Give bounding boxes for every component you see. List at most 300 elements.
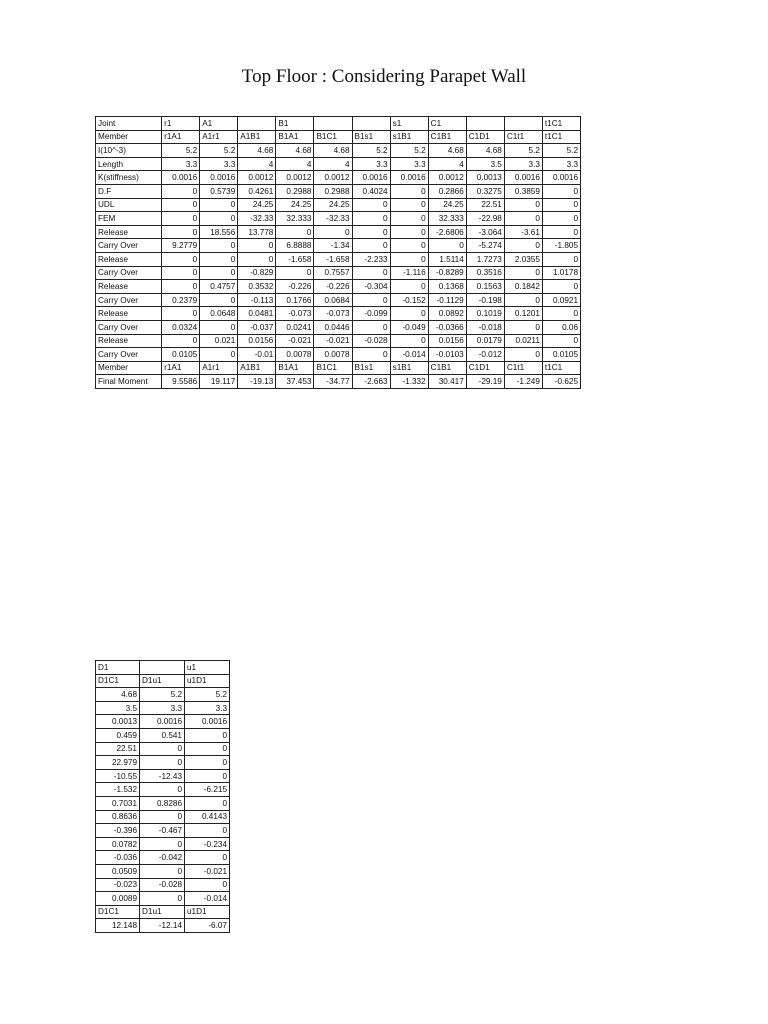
table-cell: -0.021 xyxy=(276,334,314,348)
table-cell: 0.0016 xyxy=(352,171,390,185)
table-cell: 0 xyxy=(140,742,185,756)
table-cell: A1 xyxy=(200,117,238,131)
table-cell: C1 xyxy=(428,117,466,131)
table-row xyxy=(96,266,581,280)
table-cell: 0.7031 xyxy=(96,796,140,810)
table-cell: 5.2 xyxy=(185,688,230,702)
table-cell: 0.0089 xyxy=(96,892,140,906)
table-cell: 3.3 xyxy=(542,157,580,171)
table-cell: -22.98 xyxy=(466,212,504,226)
row-label-cell: Carry Over xyxy=(96,348,162,362)
table-cell: 0.541 xyxy=(140,728,185,742)
table-cell: -0.396 xyxy=(96,824,140,838)
table-cell: 24.25 xyxy=(314,198,352,212)
table-cell: 0.0016 xyxy=(542,171,580,185)
table-cell: 0.4261 xyxy=(238,184,276,198)
table-row xyxy=(96,184,581,198)
table-row xyxy=(96,320,581,334)
table-cell: 0.5739 xyxy=(200,184,238,198)
table-cell: -0.198 xyxy=(466,293,504,307)
table-cell: 0.0648 xyxy=(200,307,238,321)
table-cell: 0 xyxy=(162,307,200,321)
row-label-cell: Release xyxy=(96,252,162,266)
row-label-cell: UDL xyxy=(96,198,162,212)
table-row xyxy=(96,252,581,266)
row-label-cell: K(stiffness) xyxy=(96,171,162,185)
table-row xyxy=(96,796,230,810)
table-cell: 0.3859 xyxy=(504,184,542,198)
table-cell: C1D1 xyxy=(466,130,504,144)
table-cell: -34.77 xyxy=(314,375,352,389)
table-cell: 0.0016 xyxy=(140,715,185,729)
table-cell: 0 xyxy=(200,198,238,212)
table-cell: 0 xyxy=(238,239,276,253)
table-cell: 4 xyxy=(428,157,466,171)
table-row xyxy=(96,348,581,362)
table-cell: -29.19 xyxy=(466,375,504,389)
table-cell: 0 xyxy=(162,212,200,226)
table-cell: 0.1368 xyxy=(428,280,466,294)
table-cell: 0 xyxy=(542,280,580,294)
table-cell: 3.3 xyxy=(162,157,200,171)
table-cell: 3.3 xyxy=(200,157,238,171)
table-cell xyxy=(466,117,504,131)
table-row xyxy=(96,212,581,226)
table-cell: -32.33 xyxy=(314,212,352,226)
table-row xyxy=(96,756,230,770)
table-cell: -10.55 xyxy=(96,769,140,783)
table-cell: 0.4143 xyxy=(185,810,230,824)
row-label-cell: Final Moment xyxy=(96,375,162,389)
table-cell: 0.0921 xyxy=(542,293,580,307)
table-cell: 0.0016 xyxy=(504,171,542,185)
table-cell: s1 xyxy=(390,117,428,131)
table-cell: 0.0446 xyxy=(314,320,352,334)
table-cell: D1u1 xyxy=(140,905,185,919)
table-cell: -2.6806 xyxy=(428,225,466,239)
table-row xyxy=(96,864,230,878)
table-cell: D1C1 xyxy=(96,905,140,919)
table-cell: 0 xyxy=(200,239,238,253)
table-cell: 0.1842 xyxy=(504,280,542,294)
table-cell: 0 xyxy=(390,212,428,226)
table-cell: 0.0509 xyxy=(96,864,140,878)
row-label-cell: Release xyxy=(96,307,162,321)
row-label-cell: Carry Over xyxy=(96,266,162,280)
table-cell: 9.5586 xyxy=(162,375,200,389)
table-cell: 0.0078 xyxy=(276,348,314,362)
table-cell: 4 xyxy=(238,157,276,171)
table-cell: 18.556 xyxy=(200,225,238,239)
table-cell: 0 xyxy=(352,212,390,226)
table-cell: 3.3 xyxy=(185,701,230,715)
table-cell: 0.1563 xyxy=(466,280,504,294)
table-cell: u1 xyxy=(185,661,230,675)
table-cell: -1.658 xyxy=(314,252,352,266)
table-cell: 5.2 xyxy=(162,144,200,158)
table-cell: 0 xyxy=(352,320,390,334)
table-cell: -0.036 xyxy=(96,851,140,865)
table-cell: 5.2 xyxy=(542,144,580,158)
row-label-cell: Member xyxy=(96,361,162,375)
table-cell: 37.453 xyxy=(276,375,314,389)
table-cell: 0 xyxy=(390,252,428,266)
table-row xyxy=(96,824,230,838)
table-cell: 3.5 xyxy=(466,157,504,171)
table-cell: 0 xyxy=(162,225,200,239)
table-cell: 0.0481 xyxy=(238,307,276,321)
row-label-cell: Release xyxy=(96,280,162,294)
table-cell: 3.3 xyxy=(352,157,390,171)
table-cell: t1C1 xyxy=(542,117,580,131)
table-cell: -19.13 xyxy=(238,375,276,389)
table-cell: r1A1 xyxy=(162,361,200,375)
table-cell: -0.073 xyxy=(314,307,352,321)
table-cell: 0 xyxy=(185,728,230,742)
table-cell xyxy=(314,117,352,131)
table-row xyxy=(96,851,230,865)
table-cell: -0.467 xyxy=(140,824,185,838)
table-cell: u1D1 xyxy=(185,905,230,919)
table-cell: 4.68 xyxy=(96,688,140,702)
table-cell: -0.012 xyxy=(466,348,504,362)
table-cell: 4.68 xyxy=(238,144,276,158)
table-cell: 0.0016 xyxy=(185,715,230,729)
table-cell xyxy=(504,117,542,131)
table-cell: B1C1 xyxy=(314,130,352,144)
table-cell: 0.0016 xyxy=(390,171,428,185)
table-cell: 4.68 xyxy=(276,144,314,158)
table-row xyxy=(96,742,230,756)
table-cell: 0 xyxy=(276,225,314,239)
table-row xyxy=(96,769,230,783)
table-cell: 12.148 xyxy=(96,919,140,933)
table-cell: 4 xyxy=(276,157,314,171)
table-cell: 0 xyxy=(185,756,230,770)
table-cell: 0.1766 xyxy=(276,293,314,307)
table-cell: 0 xyxy=(504,239,542,253)
table-cell: 0.1201 xyxy=(504,307,542,321)
table-cell: 4 xyxy=(314,157,352,171)
table-cell: 30.417 xyxy=(428,375,466,389)
table-cell: 0 xyxy=(504,198,542,212)
table-cell: 0.0012 xyxy=(314,171,352,185)
table-cell: 0 xyxy=(390,225,428,239)
table-cell: 0 xyxy=(200,252,238,266)
table-cell: 0.3532 xyxy=(238,280,276,294)
table-cell: 0.0016 xyxy=(200,171,238,185)
table-cell: 0.2988 xyxy=(276,184,314,198)
table-cell: 0.0241 xyxy=(276,320,314,334)
table-cell: 0 xyxy=(542,198,580,212)
table-cell: 0.0892 xyxy=(428,307,466,321)
moment-distribution-table xyxy=(95,116,581,389)
table-cell: 0.06 xyxy=(542,320,580,334)
table-cell: 0 xyxy=(140,892,185,906)
table-cell: u1D1 xyxy=(185,674,230,688)
row-label-cell: I(10^-3) xyxy=(96,144,162,158)
table-cell: 0 xyxy=(428,239,466,253)
table-cell: 0 xyxy=(352,266,390,280)
table-cell: 0 xyxy=(162,252,200,266)
table-cell: 5.2 xyxy=(200,144,238,158)
table-cell: 0.0156 xyxy=(238,334,276,348)
table-cell: A1r1 xyxy=(200,130,238,144)
table-cell: -0.018 xyxy=(466,320,504,334)
table-cell: D1 xyxy=(96,661,140,675)
table-cell: 0 xyxy=(504,212,542,226)
table-cell: -1.249 xyxy=(504,375,542,389)
table-cell: 0 xyxy=(162,198,200,212)
table-cell: -6.215 xyxy=(185,783,230,797)
table-cell: -0.304 xyxy=(352,280,390,294)
table-cell: 9.2779 xyxy=(162,239,200,253)
table-cell: D1C1 xyxy=(96,674,140,688)
table-cell: 0 xyxy=(140,783,185,797)
table-cell: D1u1 xyxy=(140,674,185,688)
table-cell: -1.332 xyxy=(390,375,428,389)
table-cell: -0.625 xyxy=(542,375,580,389)
table-cell: 0 xyxy=(504,348,542,362)
table-cell: -0.113 xyxy=(238,293,276,307)
table-cell: C1t1 xyxy=(504,130,542,144)
table-row xyxy=(96,810,230,824)
table-cell xyxy=(140,661,185,675)
joint-d1-u1-table xyxy=(95,660,230,933)
table-cell: 0.7557 xyxy=(314,266,352,280)
table-cell: -0.234 xyxy=(185,837,230,851)
table-cell: 0.2866 xyxy=(428,184,466,198)
table-cell: -2.663 xyxy=(352,375,390,389)
table-row xyxy=(96,919,230,933)
table-cell: 0 xyxy=(542,184,580,198)
table-cell: B1s1 xyxy=(352,361,390,375)
table-cell: 0 xyxy=(504,266,542,280)
table-cell: 22.51 xyxy=(466,198,504,212)
table-cell: 0 xyxy=(542,252,580,266)
table-cell: -0.049 xyxy=(390,320,428,334)
table-row xyxy=(96,239,581,253)
row-label-cell: FEM xyxy=(96,212,162,226)
table-cell: 3.3 xyxy=(140,701,185,715)
table-cell: 0.0013 xyxy=(466,171,504,185)
table-cell: -6.07 xyxy=(185,919,230,933)
table-cell: 5.2 xyxy=(352,144,390,158)
row-label-cell: Carry Over xyxy=(96,320,162,334)
table-cell: -0.028 xyxy=(140,878,185,892)
table-row xyxy=(96,361,581,375)
table-cell: 0.8286 xyxy=(140,796,185,810)
row-label-cell: Release xyxy=(96,334,162,348)
table-cell: 3.3 xyxy=(504,157,542,171)
table-cell: s1B1 xyxy=(390,130,428,144)
table-row xyxy=(96,144,581,158)
table-cell: A1B1 xyxy=(238,361,276,375)
row-label-cell: D.F xyxy=(96,184,162,198)
table-row xyxy=(96,837,230,851)
table-cell: B1s1 xyxy=(352,130,390,144)
table-cell: C1t1 xyxy=(504,361,542,375)
table-cell: 0 xyxy=(504,293,542,307)
table-cell: 0.459 xyxy=(96,728,140,742)
table-cell: -12.43 xyxy=(140,769,185,783)
table-cell: 0 xyxy=(542,212,580,226)
table-row xyxy=(96,130,581,144)
table-cell: 0.021 xyxy=(200,334,238,348)
table-cell: -1.116 xyxy=(390,266,428,280)
table-row xyxy=(96,878,230,892)
table-cell: C1B1 xyxy=(428,361,466,375)
table-cell: B1 xyxy=(276,117,314,131)
table-cell: -1.658 xyxy=(276,252,314,266)
table-cell: 0.0782 xyxy=(96,837,140,851)
row-label-cell: Carry Over xyxy=(96,293,162,307)
table-cell: 4.68 xyxy=(314,144,352,158)
table-cell: t1C1 xyxy=(542,361,580,375)
table-cell: 0.3275 xyxy=(466,184,504,198)
table-cell: -0.099 xyxy=(352,307,390,321)
table-cell: 24.25 xyxy=(238,198,276,212)
table-cell: 0 xyxy=(140,864,185,878)
table-cell: r1 xyxy=(162,117,200,131)
table-cell xyxy=(352,117,390,131)
table-cell: 32.333 xyxy=(428,212,466,226)
table-cell: 0.0684 xyxy=(314,293,352,307)
table-cell: -2.233 xyxy=(352,252,390,266)
table-cell: 0.0012 xyxy=(428,171,466,185)
table-cell: 19.117 xyxy=(200,375,238,389)
table-cell: 6.8888 xyxy=(276,239,314,253)
table-cell: -0.01 xyxy=(238,348,276,362)
table-cell: -0.028 xyxy=(352,334,390,348)
table-cell: -0.021 xyxy=(314,334,352,348)
table-cell: 0 xyxy=(140,810,185,824)
table-cell: 0 xyxy=(390,307,428,321)
table-cell: 0.8636 xyxy=(96,810,140,824)
table-cell: 4.68 xyxy=(428,144,466,158)
table-cell: -0.0103 xyxy=(428,348,466,362)
table-cell: 0.0078 xyxy=(314,348,352,362)
table-cell: 0.1019 xyxy=(466,307,504,321)
table-cell: 0 xyxy=(185,824,230,838)
table-cell: 0 xyxy=(390,198,428,212)
table-cell: A1r1 xyxy=(200,361,238,375)
table-cell: -0.073 xyxy=(276,307,314,321)
table-cell: 0 xyxy=(140,837,185,851)
table-cell: 0 xyxy=(314,225,352,239)
table-row xyxy=(96,783,230,797)
table-cell: 0 xyxy=(140,756,185,770)
table-cell: 0 xyxy=(200,348,238,362)
table-cell: 0.2379 xyxy=(162,293,200,307)
table-cell: -0.023 xyxy=(96,878,140,892)
table-cell: 0 xyxy=(504,320,542,334)
table-cell: -0.014 xyxy=(185,892,230,906)
table-row xyxy=(96,307,581,321)
table-cell: 0 xyxy=(185,796,230,810)
table-cell: 0 xyxy=(542,225,580,239)
table-cell: 0.0013 xyxy=(96,715,140,729)
table-cell: -0.226 xyxy=(314,280,352,294)
row-label-cell: Carry Over xyxy=(96,239,162,253)
table-cell: 0.2988 xyxy=(314,184,352,198)
table-cell: 0 xyxy=(162,184,200,198)
table-cell: 0 xyxy=(200,212,238,226)
table-cell: 0 xyxy=(352,348,390,362)
table-cell: -0.152 xyxy=(390,293,428,307)
table-cell: -5.274 xyxy=(466,239,504,253)
table-cell: -1.805 xyxy=(542,239,580,253)
table-cell: 0 xyxy=(200,293,238,307)
table-row xyxy=(96,661,230,675)
table-cell: -0.021 xyxy=(185,864,230,878)
table-cell: 0 xyxy=(276,266,314,280)
table-cell: 2.0355 xyxy=(504,252,542,266)
table-row xyxy=(96,334,581,348)
table-row xyxy=(96,715,230,729)
table-row xyxy=(96,674,230,688)
table-row xyxy=(96,117,581,131)
table-cell: t1C1 xyxy=(542,130,580,144)
table-row xyxy=(96,375,581,389)
table-cell: 0 xyxy=(238,252,276,266)
table-cell: -0.829 xyxy=(238,266,276,280)
table-cell: 0.0016 xyxy=(162,171,200,185)
table-cell: 0 xyxy=(200,266,238,280)
table-cell: 0 xyxy=(185,878,230,892)
table-row xyxy=(96,280,581,294)
table-cell: 3.3 xyxy=(390,157,428,171)
table-row xyxy=(96,688,230,702)
row-label-cell: Joint xyxy=(96,117,162,131)
table-cell: 1.0178 xyxy=(542,266,580,280)
table-cell: -1.34 xyxy=(314,239,352,253)
table-cell: 0.4757 xyxy=(200,280,238,294)
table-cell: 0 xyxy=(162,266,200,280)
table-cell: 0 xyxy=(542,307,580,321)
row-label-cell: Release xyxy=(96,225,162,239)
row-label-cell: Length xyxy=(96,157,162,171)
table-cell: -12.14 xyxy=(140,919,185,933)
page-title: Top Floor : Considering Parapet Wall xyxy=(241,66,527,87)
table-cell: 0 xyxy=(352,198,390,212)
table-cell: -32.33 xyxy=(238,212,276,226)
table-cell: B1A1 xyxy=(276,361,314,375)
table-row xyxy=(96,225,581,239)
table-cell: -0.1129 xyxy=(428,293,466,307)
table-cell: -0.8289 xyxy=(428,266,466,280)
table-cell: r1A1 xyxy=(162,130,200,144)
table-cell: B1A1 xyxy=(276,130,314,144)
table-row xyxy=(96,701,230,715)
table-row xyxy=(96,905,230,919)
table-cell: B1C1 xyxy=(314,361,352,375)
table-cell: 5.2 xyxy=(504,144,542,158)
table-cell: 0 xyxy=(352,225,390,239)
table-cell: 5.2 xyxy=(390,144,428,158)
table-cell: 0.3516 xyxy=(466,266,504,280)
table-cell: 0.0012 xyxy=(238,171,276,185)
table-cell: 0 xyxy=(352,293,390,307)
table-row xyxy=(96,728,230,742)
table-cell: 0.4024 xyxy=(352,184,390,198)
table-cell: 0.0324 xyxy=(162,320,200,334)
table-row xyxy=(96,293,581,307)
row-label-cell: Member xyxy=(96,130,162,144)
table-cell: 22.979 xyxy=(96,756,140,770)
table-cell: 0.0105 xyxy=(162,348,200,362)
table-cell: 3.5 xyxy=(96,701,140,715)
